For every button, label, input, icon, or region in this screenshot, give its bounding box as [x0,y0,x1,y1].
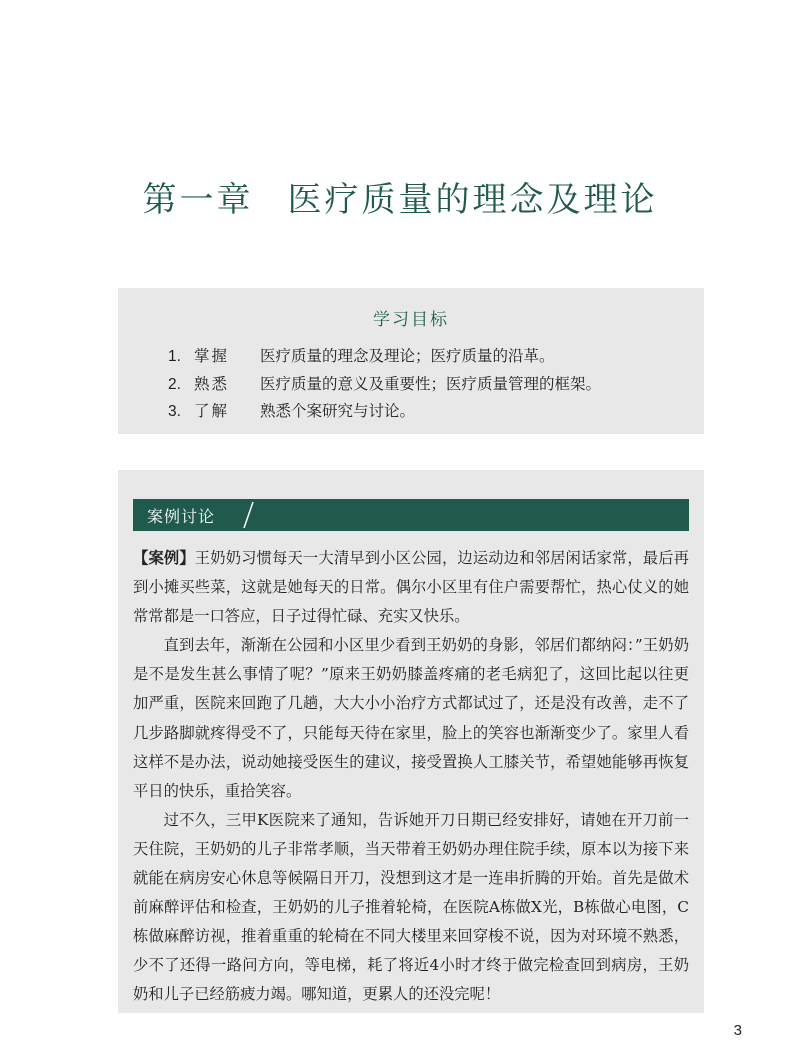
objective-text: 医疗质量的意义及重要性；医疗质量管理的框架。 [260,375,602,393]
chapter-name: 医疗质量的理念及理论 [287,180,658,220]
case-discussion-banner [133,499,689,531]
objective-item [168,344,555,366]
objective-level: 掌握 [194,347,230,365]
case-paragraph: 直到去年，渐渐在公园和小区里少看到王奶奶的身影，邻居们都纳闷：”王奶奶是不是发生甚么事情了呢？”原来王奶奶膝盖疼痛的老毛病犯了，这回比起以往更加严重，医院来回跑了几趟，大大小小治疗方式都试过了，还是没有改善，走不了几步路脚就疼得受不了，只能每天待在家里，脸上的笑容也渐渐变少了。家里人看这样不是办法，说动她接受医生的建议，接受置换人工膝关节，希望她能够再恢复平日的快乐，重拾笑容。 [133,636,689,800]
case-text [133,544,689,1010]
case-discussion-label: 案例讨论 [147,507,216,526]
learning-objectives-panel [118,288,704,434]
case-paragraph [133,544,689,631]
case-tag: 【案例】 [133,549,195,567]
objective-index: 2. [168,376,181,393]
learning-objectives-heading: 学习目标 [373,310,449,330]
page-number: 3 [733,1022,742,1039]
objective-text: 医疗质量的理念及理论；医疗质量的沿革。 [260,347,555,365]
objective-index: 3. [168,403,181,420]
objective-item [168,399,415,421]
case-paragraph-text: 王奶奶习惯每天一大清早到小区公园，边运动边和邻居闲话家常，最后再到小摊买些菜，这就是她每天的日常。偶尔小区里有住户需要帮忙，热心仗义的她常常都是一口答应，日子过得忙碌、充实又快乐。 [133,549,689,626]
case-paragraph: 过不久，三甲K医院来了通知，告诉她开刀日期已经安排好，请她在开刀前一天住院，王奶奶的儿子非常孝顺，当天带着王奶奶办理住院手续，原本以为接下来就能在病房安心休息等候隔日开刀，没想到这才是一连串折腾的开始。首先是做术前麻醉评估和检查，王奶奶的儿子推着轮椅，在医院A栋做X光，B栋做心电图，C栋做麻醉访视，推着重重的轮椅在不同大楼里来回穿梭不说，因为对环境不熟悉，少不了还得一路问方向，等电梯，耗了将近4小时才终于做完检查回到病房，王奶奶和儿子已经筋疲力竭。哪知道，更累人的还没完呢！ [133,810,689,1004]
chapter-title [0,172,800,221]
objective-index: 1. [168,348,181,365]
objective-text: 熟悉个案研究与讨论。 [260,402,416,420]
objective-level: 了解 [194,402,230,420]
objective-level: 熟悉 [194,375,230,393]
objective-item [168,372,601,394]
chapter-number: 第一章 [142,180,254,220]
banner-slash-decoration [241,499,255,531]
case-discussion-panel [118,470,704,1013]
